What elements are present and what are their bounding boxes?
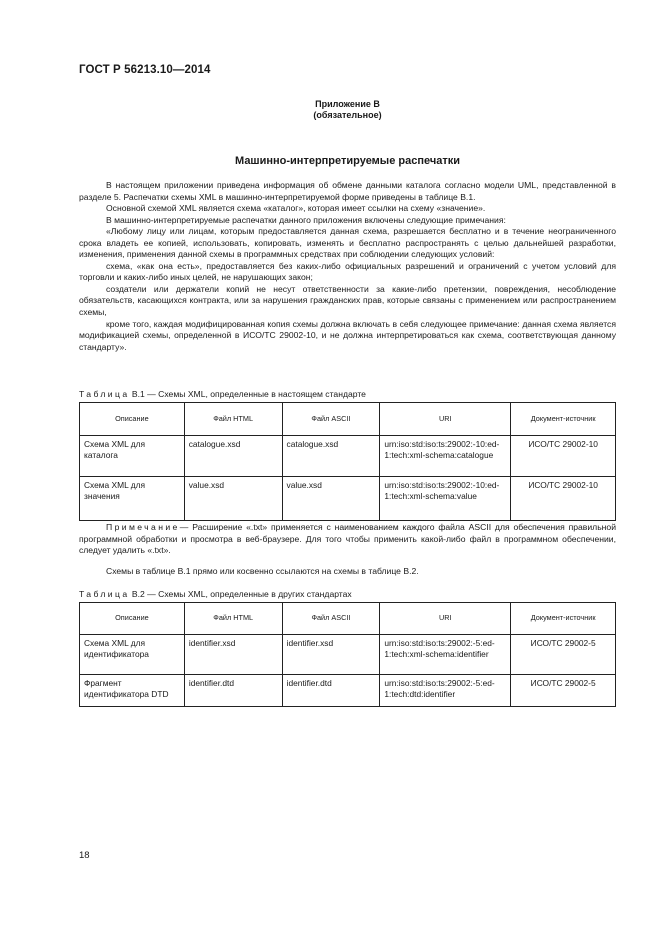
table-cell: value.xsd: [282, 477, 380, 521]
note-label: Примечание: [106, 522, 180, 532]
paragraph: создатели или держатели копий не несут ответственности за какие-либо претензии, повреждения, несоблюдение обязательств, касающихся контракта, или за нарушения гражданских прав, которые связаны с применением или распространением схемы,: [79, 283, 616, 318]
paragraph: схема, «как она есть», предоставляется без каких-либо официальных разрешений и ограничений с учетом условий для торговли и каких-либо иных целей, не нарушающих закон;: [79, 260, 616, 283]
document-id: ГОСТ Р 56213.10—2014: [79, 64, 211, 76]
paragraph: кроме того, каждая модифицированная копия схемы должна включать в себя следующее примечание: данная схема является модификацией схемы, определенной в ИСО/ТС 29002-10, и не должна интерпретироваться как схема, соответствующая данному стандарту».: [79, 318, 616, 352]
table-cell: Схема XML для каталога: [80, 436, 185, 477]
column-header: Файл ASCII: [282, 403, 380, 436]
table-cell: identifier.xsd: [282, 635, 380, 675]
table-note: [79, 522, 616, 557]
table-cell: urn:iso:std:iso:ts:29002:-5:ed-1:tech:xml-schema:identifier: [380, 635, 511, 675]
tables-reference-text: Схемы в таблице В.1 прямо или косвенно ссылаются на схемы в таблице В.2.: [106, 566, 419, 576]
table1-caption: [79, 389, 366, 400]
appendix-heading: [79, 99, 616, 121]
table-cell: identifier.dtd: [184, 675, 282, 707]
paragraph: В машинно-интерпретируемые распечатки данного приложения включены следующие примечания:: [106, 214, 506, 225]
table-row: [80, 436, 616, 477]
note-text: — Расширение «.txt» применяется с наименованием каждого файла ASCII для обеспечения правильной программной обработки и просмотра в веб-браузере. Для того чтобы применить какой-либо файл в программном обеспечении, следует удалить «.txt».: [79, 522, 616, 556]
table2: [79, 602, 616, 707]
table-cell: ИСО/ТС 29002-5: [511, 635, 616, 675]
table-cell: ИСО/ТС 29002-10: [511, 477, 616, 521]
appendix-label: Приложение В: [315, 99, 380, 109]
column-header: URI: [380, 403, 511, 436]
page-number: 18: [79, 850, 90, 861]
table-header-row: [80, 603, 616, 635]
table-cell: ИСО/ТС 29002-10: [511, 436, 616, 477]
body-text: [79, 180, 616, 353]
table-cell: value.xsd: [184, 477, 282, 521]
table-cell: urn:iso:std:iso:ts:29002:-5:ed-1:tech:dtd:identifier: [380, 675, 511, 707]
column-header: Документ-источник: [511, 403, 616, 436]
table-cell: catalogue.xsd: [184, 436, 282, 477]
table-cell: Фрагмент идентификатора DTD: [80, 675, 185, 707]
paragraph: В настоящем приложении приведена информация об обмене данными каталога согласно модели UML, представленной в разделе 5. Распечатки схемы XML в машинно-интерпретируемой форме приведены в таблице В.1.: [79, 180, 616, 202]
table1-caption-word: Таблица: [79, 389, 130, 399]
table-cell: identifier.xsd: [184, 635, 282, 675]
table-row: [80, 635, 616, 675]
table2-caption-text: В.2 — Схемы XML, определенные в других стандартах: [129, 589, 352, 599]
paragraph: «Любому лицу или лицам, которым предоставляется данная схема, разрешается бесплатно и в течение неограниченного срока владеть ее копией, использовать, копировать, изменять и бесплатно распространять с целью дальнейшей разработки, изменения, применения данной схемы в программных средствах при соблюдении следующих условий:: [79, 226, 616, 260]
column-header: URI: [380, 603, 511, 635]
appendix-status: (обязательное): [313, 110, 382, 120]
table2-caption-word: Таблица: [79, 589, 130, 599]
table-cell: urn:iso:std:iso:ts:29002:-10:ed-1:tech:xml-schema:catalogue: [380, 436, 511, 477]
paragraph: Основной схемой XML является схема «каталог», которая имеет ссылки на схему «значение».: [106, 203, 486, 214]
column-header: Файл HTML: [184, 603, 282, 635]
table1-caption-text: В.1 — Схемы XML, определенные в настоящем стандарте: [129, 389, 366, 399]
table-cell: catalogue.xsd: [282, 436, 380, 477]
column-header: Документ-источник: [511, 603, 616, 635]
table-cell: Схема XML для идентификатора: [80, 635, 185, 675]
table-row: [80, 477, 616, 521]
column-header: Описание: [80, 603, 185, 635]
table-cell: urn:iso:std:iso:ts:29002:-10:ed-1:tech:xml-schema:value: [380, 477, 511, 521]
table-row: [80, 675, 616, 707]
table-cell: ИСО/ТС 29002-5: [511, 675, 616, 707]
table-cell: identifier.dtd: [282, 675, 380, 707]
table-header-row: [80, 403, 616, 436]
section-title: Машинно-интерпретируемые распечатки: [235, 155, 460, 167]
table2-caption: [79, 589, 352, 600]
column-header: Файл HTML: [184, 403, 282, 436]
table1: [79, 402, 616, 521]
column-header: Описание: [80, 403, 185, 436]
column-header: Файл ASCII: [282, 603, 380, 635]
table-cell: Схема XML для значения: [80, 477, 185, 521]
